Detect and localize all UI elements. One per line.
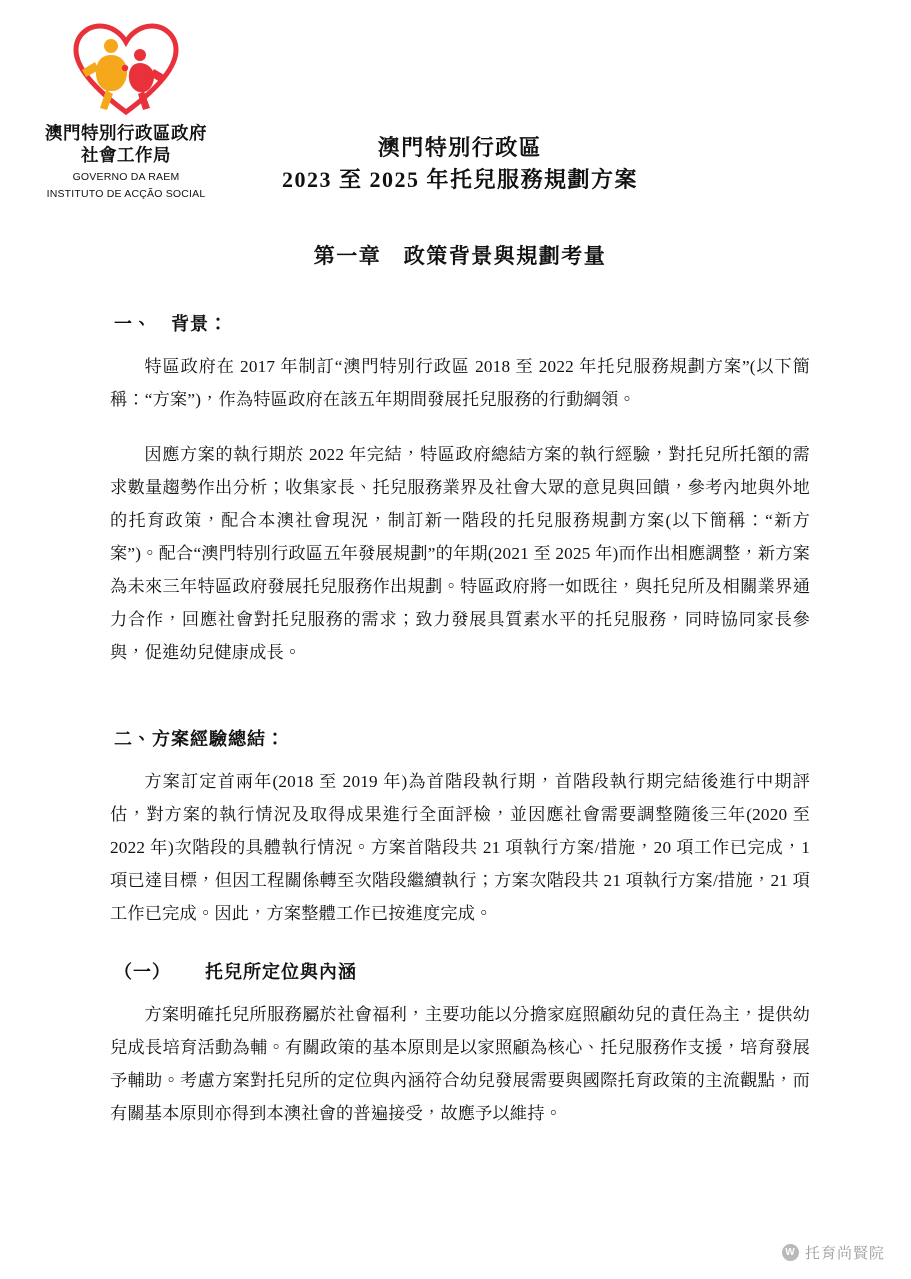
document-title (110, 132, 810, 196)
logo-text-pt-line2: INSTITUTO DE ACÇÃO SOCIAL (46, 187, 206, 200)
title-line-2: 2023 至 2025 年托兒服務規劃方案 (281, 166, 638, 192)
section-heading-1: 一、 背景： (114, 313, 228, 334)
subsection-number: （一） (114, 962, 171, 982)
paragraph: 方案明確托兒所服務屬於社會福利，主要功能以分擔家庭照顧幼兒的責任為主，提供幼兒成長培育活動為輔。有關政策的基本原則是以家照顧為核心、托兒服務作支援，培育發展予輔助。考慮方案對托兒所的定位與內涵符合幼兒發展需要與國際托育政策的主流觀點，而有關基本原則亦得到本澳社會的普遍接受，故應予以維持。 (110, 1005, 810, 1124)
chapter-heading: 第一章 政策背景與規劃考量 (313, 243, 607, 268)
paragraph: 因應方案的執行期於 2022 年完結，特區政府總結方案的執行經驗，對托兒所托額的需求數量趨勢作出分析；收集家長、托兒服務業界及社會大眾的意見與回饋，參考內地與外地的托育政策，配合本澳社會現況，制訂新一階段的托兒服務規劃方案(以下簡稱：“新方案”)。配合“澳門特別行政區五年發展規劃”的年期(2021 至 2025 年)而作出相應調整，新方案為未來三年特區政府發展托兒服務作出規劃。特區政府將一如既往，與托兒所及相關業界通力合作，回應社會對托兒服務的需求；致力發展具質素水平的托兒服務，同時協同家長參與，促進幼兒健康成長。 (110, 444, 810, 662)
subsection-heading-1 (114, 958, 810, 984)
title-line-1: 澳門特別行政區 (377, 135, 543, 160)
logo-text-cn-line2: 社會工作局 (81, 145, 171, 166)
document-body (110, 0, 810, 1130)
paragraph: 方案訂定首兩年(2018 至 2019 年)為首階段執行期，首階段執行期完結後進行中期評估，對方案的執行情況及取得成果進行全面評檢，並因應社會需要調整隨後三年(2020 至 2022 年)次階段的具體執行情況。方案首階段共 21 項執行方案/措施，20 項工作已完成，1 項已達目標，但因工程關係轉至次階段繼續執行；方案次階段共 21 項執行方案/措施，21 項工作已完成。因此，方案整體工作已按進度完成。 (110, 771, 810, 923)
watermark (782, 1242, 885, 1263)
logo-text-cn-line1: 澳門特別行政區政府 (45, 123, 207, 143)
paragraph: 特區政府在 2017 年制訂“澳門特別行政區 2018 至 2022 年托兒服務規劃方案”(以下簡稱：“方案”)，作為特區政府在該五年期間發展托兒服務的行動綱領。 (110, 356, 810, 409)
section-heading-2: 二、方案經驗總結： (114, 728, 285, 749)
weibo-icon: W (782, 1244, 799, 1261)
subsection-title: 托兒所定位與內涵 (205, 962, 357, 982)
watermark-text: 托育尚賢院 (804, 1245, 885, 1262)
logo-text-pt-line1: GOVERNO DA RAEM (72, 170, 180, 183)
